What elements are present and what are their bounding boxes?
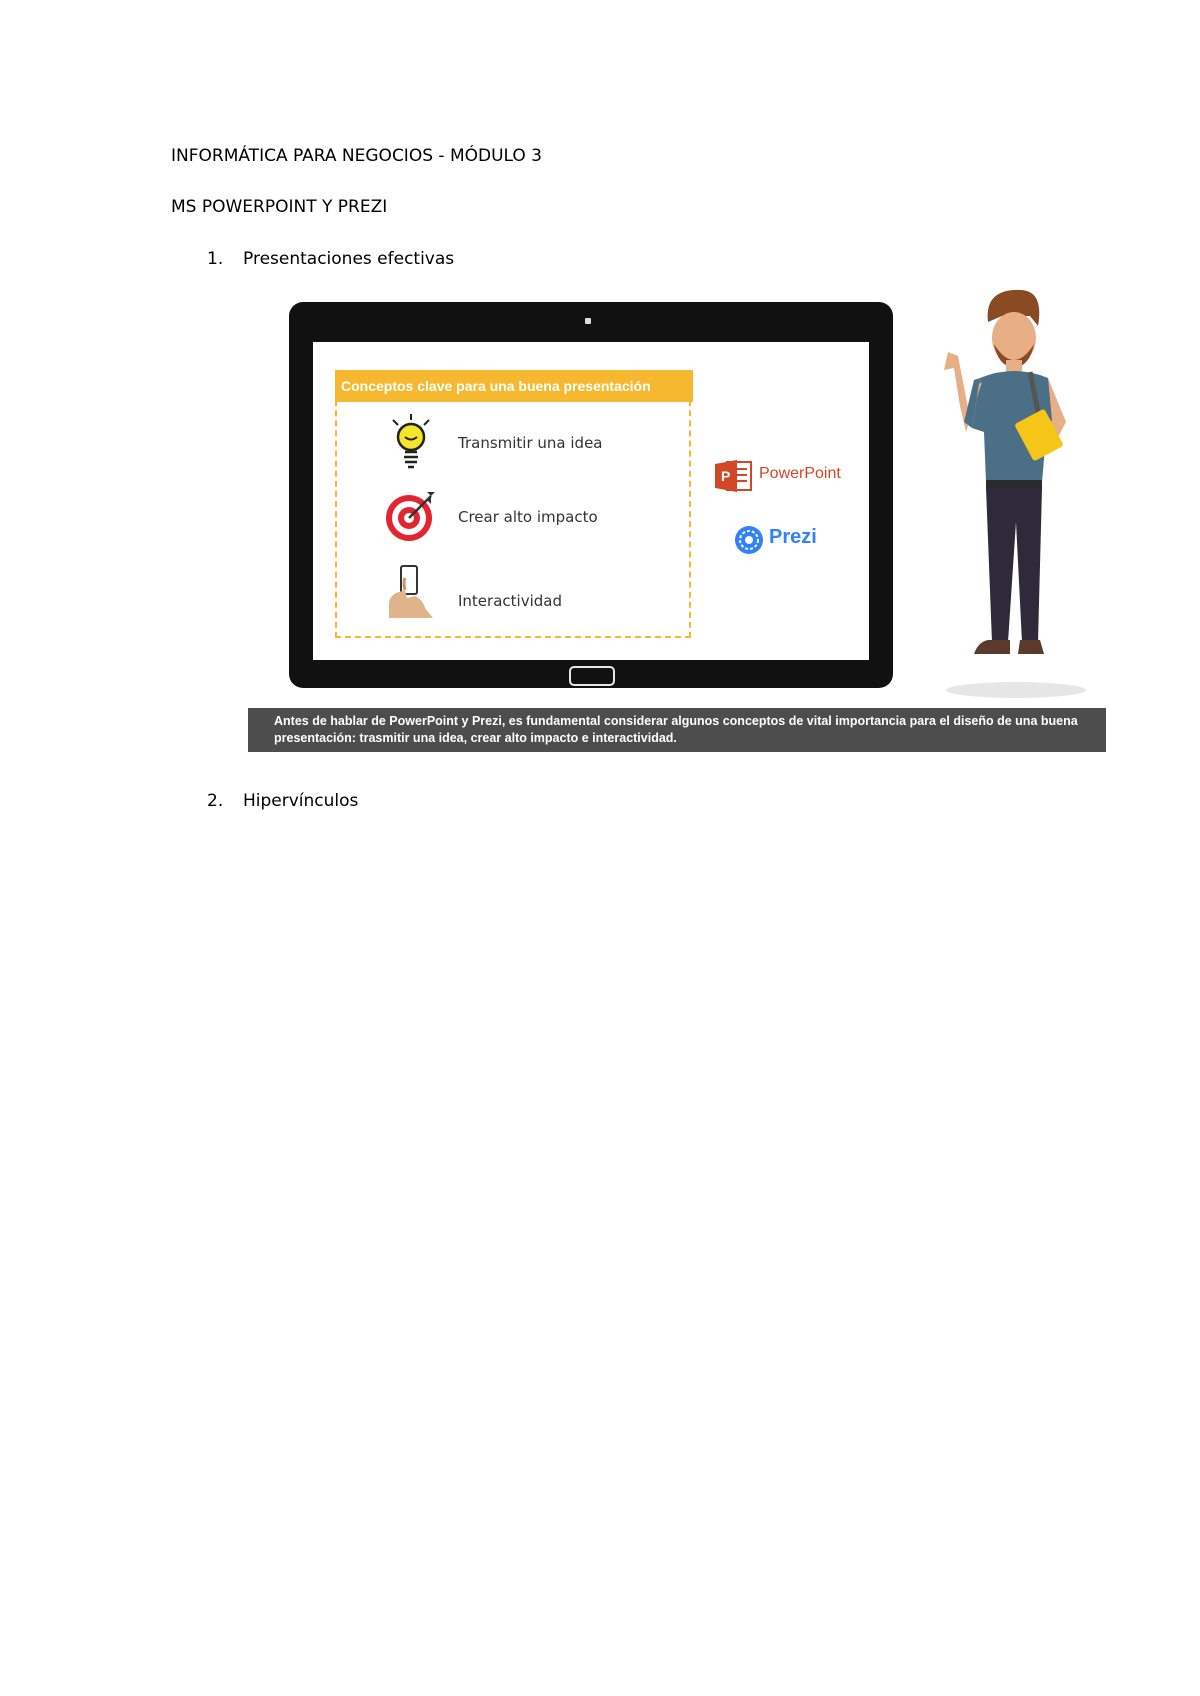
concepts-header: Conceptos clave para una buena presentación — [335, 370, 693, 402]
prezi-label: Prezi — [769, 526, 817, 548]
powerpoint-logo — [713, 456, 853, 496]
tablet-screen — [313, 342, 869, 660]
concepts-box — [335, 370, 691, 638]
camera-icon — [585, 318, 591, 324]
concept-item — [337, 486, 689, 546]
home-button-icon — [569, 666, 615, 686]
powerpoint-label: PowerPoint — [759, 465, 841, 482]
document-title: INFORMÁTICA PARA NEGOCIOS - MÓDULO 3 — [171, 146, 542, 166]
svg-text:P: P — [721, 468, 731, 484]
concept-label: Transmitir una idea — [458, 434, 603, 452]
list-text: Presentaciones efectivas — [243, 249, 455, 269]
list-number: 1. — [207, 249, 224, 269]
concept-item — [337, 562, 689, 622]
concept-item — [337, 412, 689, 472]
powerpoint-icon — [713, 456, 753, 496]
figure-caption: Antes de hablar de PowerPoint y Prezi, es fundamental considerar algunos conceptos de vital importancia para el diseño de una buena presentación: trasmitir una idea, crear alto impacto e interactividad. — [248, 708, 1106, 752]
prezi-icon — [733, 524, 765, 556]
hand-phone-icon — [383, 562, 439, 622]
list-number: 2. — [207, 791, 224, 811]
prezi-logo — [733, 520, 853, 560]
list-text: Hipervínculos — [243, 791, 359, 811]
concept-label: Interactividad — [458, 592, 562, 610]
presentation-figure — [246, 290, 1106, 756]
student-character-illustration — [926, 282, 1096, 702]
target-icon — [383, 486, 439, 546]
tablet-frame — [289, 302, 893, 688]
lightbulb-icon — [383, 412, 439, 472]
document-subtitle: MS POWERPOINT Y PREZI — [171, 197, 388, 217]
concept-label: Crear alto impacto — [458, 508, 598, 526]
